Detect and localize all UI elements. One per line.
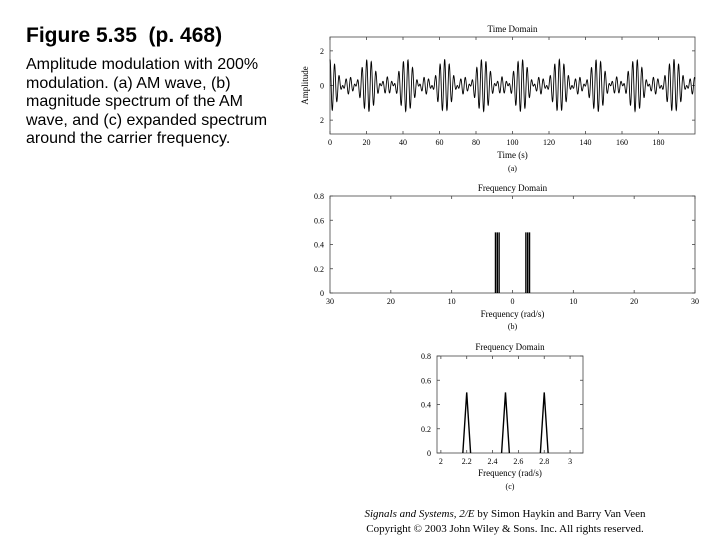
expanded-spectrum-peaks [463,392,548,453]
chart-2-xtick-label: 30 [691,297,699,306]
chart-3-xlabel: Frequency (rad/s) [478,468,542,478]
chart-1-xtick-label: 80 [472,138,480,147]
book-authors: by Simon Haykin and Barry Van Veen [474,508,646,520]
chart-3-xtick-label: 2 [438,457,443,466]
chart-3-title: Frequency Domain [475,342,545,352]
chart-1-ylabel: Amplitude [300,66,310,105]
chart-3-ytick-label: 0.2 [421,424,431,434]
chart-2-xtick-label: 30 [326,297,334,306]
chart-1-xtick-label: 180 [652,138,665,147]
chart-2-xtick-label: 10 [569,297,578,306]
figure-caption: Amplitude modulation with 200% modulation. (a) AM wave, (b) magnitude spectrum of the AM wave, and (c) expanded spectrum around the carrier frequency. [26,56,268,147]
chart-2-ytick-label: 0 [320,289,324,298]
chart-3-ytick-label: 0.6 [421,376,431,386]
chart-3-panel-label: (c) [505,482,515,491]
am-wave-line [330,60,695,112]
chart-1-xtick-label: 20 [362,138,371,147]
chart-1-ytick-label: 2 [320,46,324,56]
chart-2-ytick-label: 0.6 [314,216,324,226]
chart-1-ytick-label: 0 [320,81,324,91]
chart-2-xtick-label: 20 [630,297,639,306]
chart-3-xtick-label: 2.8 [539,457,550,466]
chart-1-title: Time Domain [487,24,538,34]
figure-title: Figure 5.35 (p. 468) [26,24,223,47]
chart-2-xtick-label: 20 [386,297,395,306]
chart-2-xlabel: Frequency (rad/s) [480,309,545,319]
chart-2-ytick-label: 0.8 [314,192,324,201]
chart-1-xtick-label: 120 [543,138,555,147]
chart-3-ytick-label: 0.4 [421,400,431,410]
chart-1-panel-label: (a) [508,164,517,173]
chart-2-ytick-label: 0.2 [314,264,324,274]
chart-3-xtick-label: 2.2 [461,457,472,466]
chart-3-ytick-label: 0.8 [421,352,431,361]
chart-1-xtick-label: 100 [506,138,519,147]
chart-3-xtick-label: 3 [568,457,573,466]
chart-1-ytick-label: 2 [320,116,324,126]
chart-2-panel-label: (b) [507,322,518,331]
book-credit [300,508,710,520]
chart-2-title: Frequency Domain [477,183,548,193]
chart-2-xtick-label: 0 [510,297,515,306]
chart-1-xtick-label: 40 [399,138,407,147]
chart-2-ytick-label: 0.4 [314,240,324,250]
chart-1-xtick-label: 160 [616,138,628,147]
chart-2-frame [330,196,695,293]
chart-1-xlabel: Time (s) [497,150,528,160]
chart-2-xtick-label: 10 [447,297,456,306]
chart-3-xtick-label: 2.4 [487,457,498,466]
chart-1-xtick-label: 140 [579,138,592,147]
chart-1-xtick-label: 0 [328,138,332,147]
chart-3-frame [437,356,583,453]
copyright-notice: Copyright © 2003 John Wiley & Sons. Inc. All rights reserved. [366,523,644,535]
chart-1-xtick-label: 60 [435,138,444,147]
chart-3-ytick-label: 0 [427,449,431,458]
chart-3-xtick-label: 2.6 [513,457,524,466]
book-title: Signals and Systems, 2/E [364,508,475,520]
